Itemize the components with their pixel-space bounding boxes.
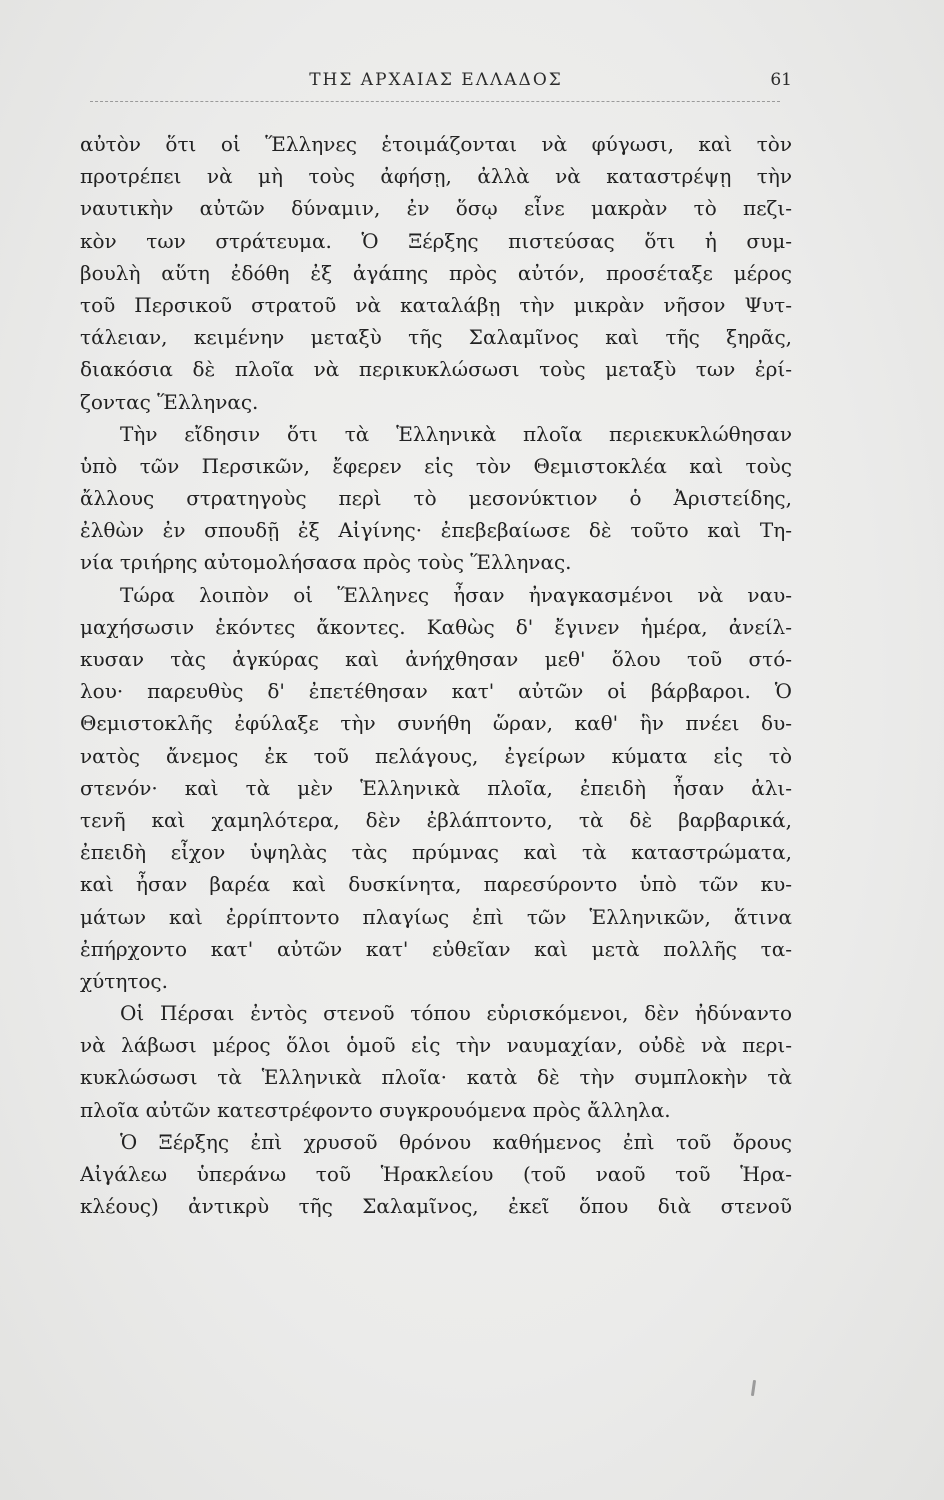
text-line: αὐτὸν ὅτι οἱ Ἕλληνες ἑτοιμάζονται νὰ φύγωσι, καὶ τὸν [80, 132, 792, 156]
text-line: ὑπὸ τῶν Περσικῶν, ἔφερεν εἰς τὸν Θεμιστοκλέα καὶ τοὺς [80, 453, 792, 478]
text-line: κὸν των στράτευμα. Ὁ Ξέρξης πιστεύσας ὅτι ἡ συμ- [80, 228, 792, 253]
text-line: Τώρα λοιπὸν οἱ Ἕλληνες ἦσαν ἠναγκασμένοι νὰ ναυ- [120, 582, 792, 607]
text-line: Οἱ Πέρσαι ἐντὸς στενοῦ τόπου εὑρισκόμενοι, δὲν ἠδύναντο [120, 1001, 792, 1026]
text-line: Θεμιστοκλῆς ἐφύλαξε τὴν συνήθη ὥραν, καθ' ἣν πνέει δυ- [80, 711, 792, 736]
text-line: τενῆ καὶ χαμηλότερα, δὲν ἐβλάπτοντο, τὰ δὲ βαρβαρικά, [80, 807, 792, 832]
text-line: ἄλλους στρατηγοὺς περὶ τὸ μεσονύκτιον ὁ Ἀριστείδης, [80, 486, 792, 511]
text-line: καὶ ἦσαν βαρέα καὶ δυσκίνητα, παρεσύροντο ὑπὸ τῶν κυ- [80, 872, 792, 897]
text-line: προτρέπει νὰ μὴ τοὺς ἀφήσῃ, ἀλλὰ νὰ καταστρέψῃ τὴν [80, 164, 792, 189]
text-line: ναυτικὴν αὐτῶν δύναμιν, ἐν ὅσῳ εἶνε μακρὰν τὸ πεζι- [80, 196, 792, 221]
stray-mark [751, 1380, 756, 1396]
text-line: ἐπειδὴ εἶχον ὑψηλὰς τὰς πρύμνας καὶ τὰ καταστρώματα, [80, 840, 792, 865]
text-line: νία τριήρης αὐτομολήσασα πρὸς τοὺς Ἕλληνας. [80, 550, 572, 575]
text-line: βουλὴ αὕτη ἐδόθη ἐξ ἀγάπης πρὸς αὐτόν, προσέταξε μέρος [80, 260, 792, 285]
text-line: διακόσια δὲ πλοῖα νὰ περικυκλώσωσι τοὺς μεταξὺ των ἐρί- [80, 357, 792, 382]
text-line: στενόν· καὶ τὰ μὲν Ἑλληνικὰ πλοῖα, ἐπειδὴ ἦσαν ἀλι- [80, 775, 792, 800]
text-line: πλοῖα αὐτῶν κατεστρέφοντο συγκρουόμενα πρὸς ἄλληλα. [80, 1097, 671, 1122]
text-line: μαχήσωσιν ἑκόντες ἄκοντες. Καθὼς δ' ἔγινεν ἡμέρα, ἀνείλ- [80, 614, 792, 639]
body-text [80, 128, 792, 1222]
text-line: Ὁ Ξέρξης ἐπὶ χρυσοῦ θρόνου καθήμενος ἐπὶ τοῦ ὄρους [120, 1129, 792, 1154]
text-line: ἐλθὼν ἐν σπουδῇ ἐξ Αἰγίνης· ἐπεβεβαίωσε δὲ τοῦτο καὶ Τη- [80, 518, 792, 543]
text-line: κυσαν τὰς ἀγκύρας καὶ ἀνήχθησαν μεθ' ὅλου τοῦ στό- [80, 647, 792, 671]
text-line: χύτητος. [80, 968, 168, 993]
text-line: τάλειαν, κειμένην μεταξὺ τῆς Σαλαμῖνος καὶ τῆς ξηρᾶς, [80, 325, 792, 350]
text-line: Αἰγάλεω ὑπεράνω τοῦ Ἡρακλείου (τοῦ ναοῦ τοῦ Ἡρα- [80, 1162, 792, 1186]
text-line: λου· παρευθὺς δ' ἐπετέθησαν κατ' αὐτῶν οἱ βάρβαροι. Ὁ [80, 679, 792, 704]
text-line: νατὸς ἄνεμος ἐκ τοῦ πελάγους, ἐγείρων κύματα εἰς τὸ [80, 743, 792, 768]
text-line: τοῦ Περσικοῦ στρατοῦ νὰ καταλάβῃ τὴν μικρὰν νῆσον Ψυτ- [80, 292, 792, 317]
page-header [80, 64, 792, 104]
text-line: μάτων καὶ ἐρρίπτοντο πλαγίως ἐπὶ τῶν Ἑλληνικῶν, ἅτινα [80, 904, 792, 929]
header-rule [90, 101, 780, 102]
text-line: κυκλώσωσι τὰ Ἑλληνικὰ πλοῖα· κατὰ δὲ τὴν συμπλοκὴν τὰ [80, 1065, 792, 1090]
text-line: ἐπήρχοντο κατ' αὐτῶν κατ' εὐθεῖαν καὶ μετὰ πολλῆς τα- [80, 936, 792, 961]
running-head: ΤΗΣ ΑΡΧΑΙΑΣ ΕΛΛΑΔΟΣ [309, 70, 563, 90]
page-number: 61 [770, 70, 792, 90]
text-line: κλέους) ἀντικρὺ τῆς Σαλαμῖνος, ἐκεῖ ὅπου διὰ στενοῦ [80, 1194, 792, 1219]
text-line: ζοντας Ἕλληνας. [80, 389, 259, 414]
text-line: νὰ λάβωσι μέρος ὅλοι ὁμοῦ εἰς τὴν ναυμαχίαν, οὐδὲ νὰ περι- [80, 1033, 792, 1058]
text-line: Τὴν εἴδησιν ὅτι τὰ Ἑλληνικὰ πλοῖα περιεκυκλώθησαν [120, 421, 792, 446]
